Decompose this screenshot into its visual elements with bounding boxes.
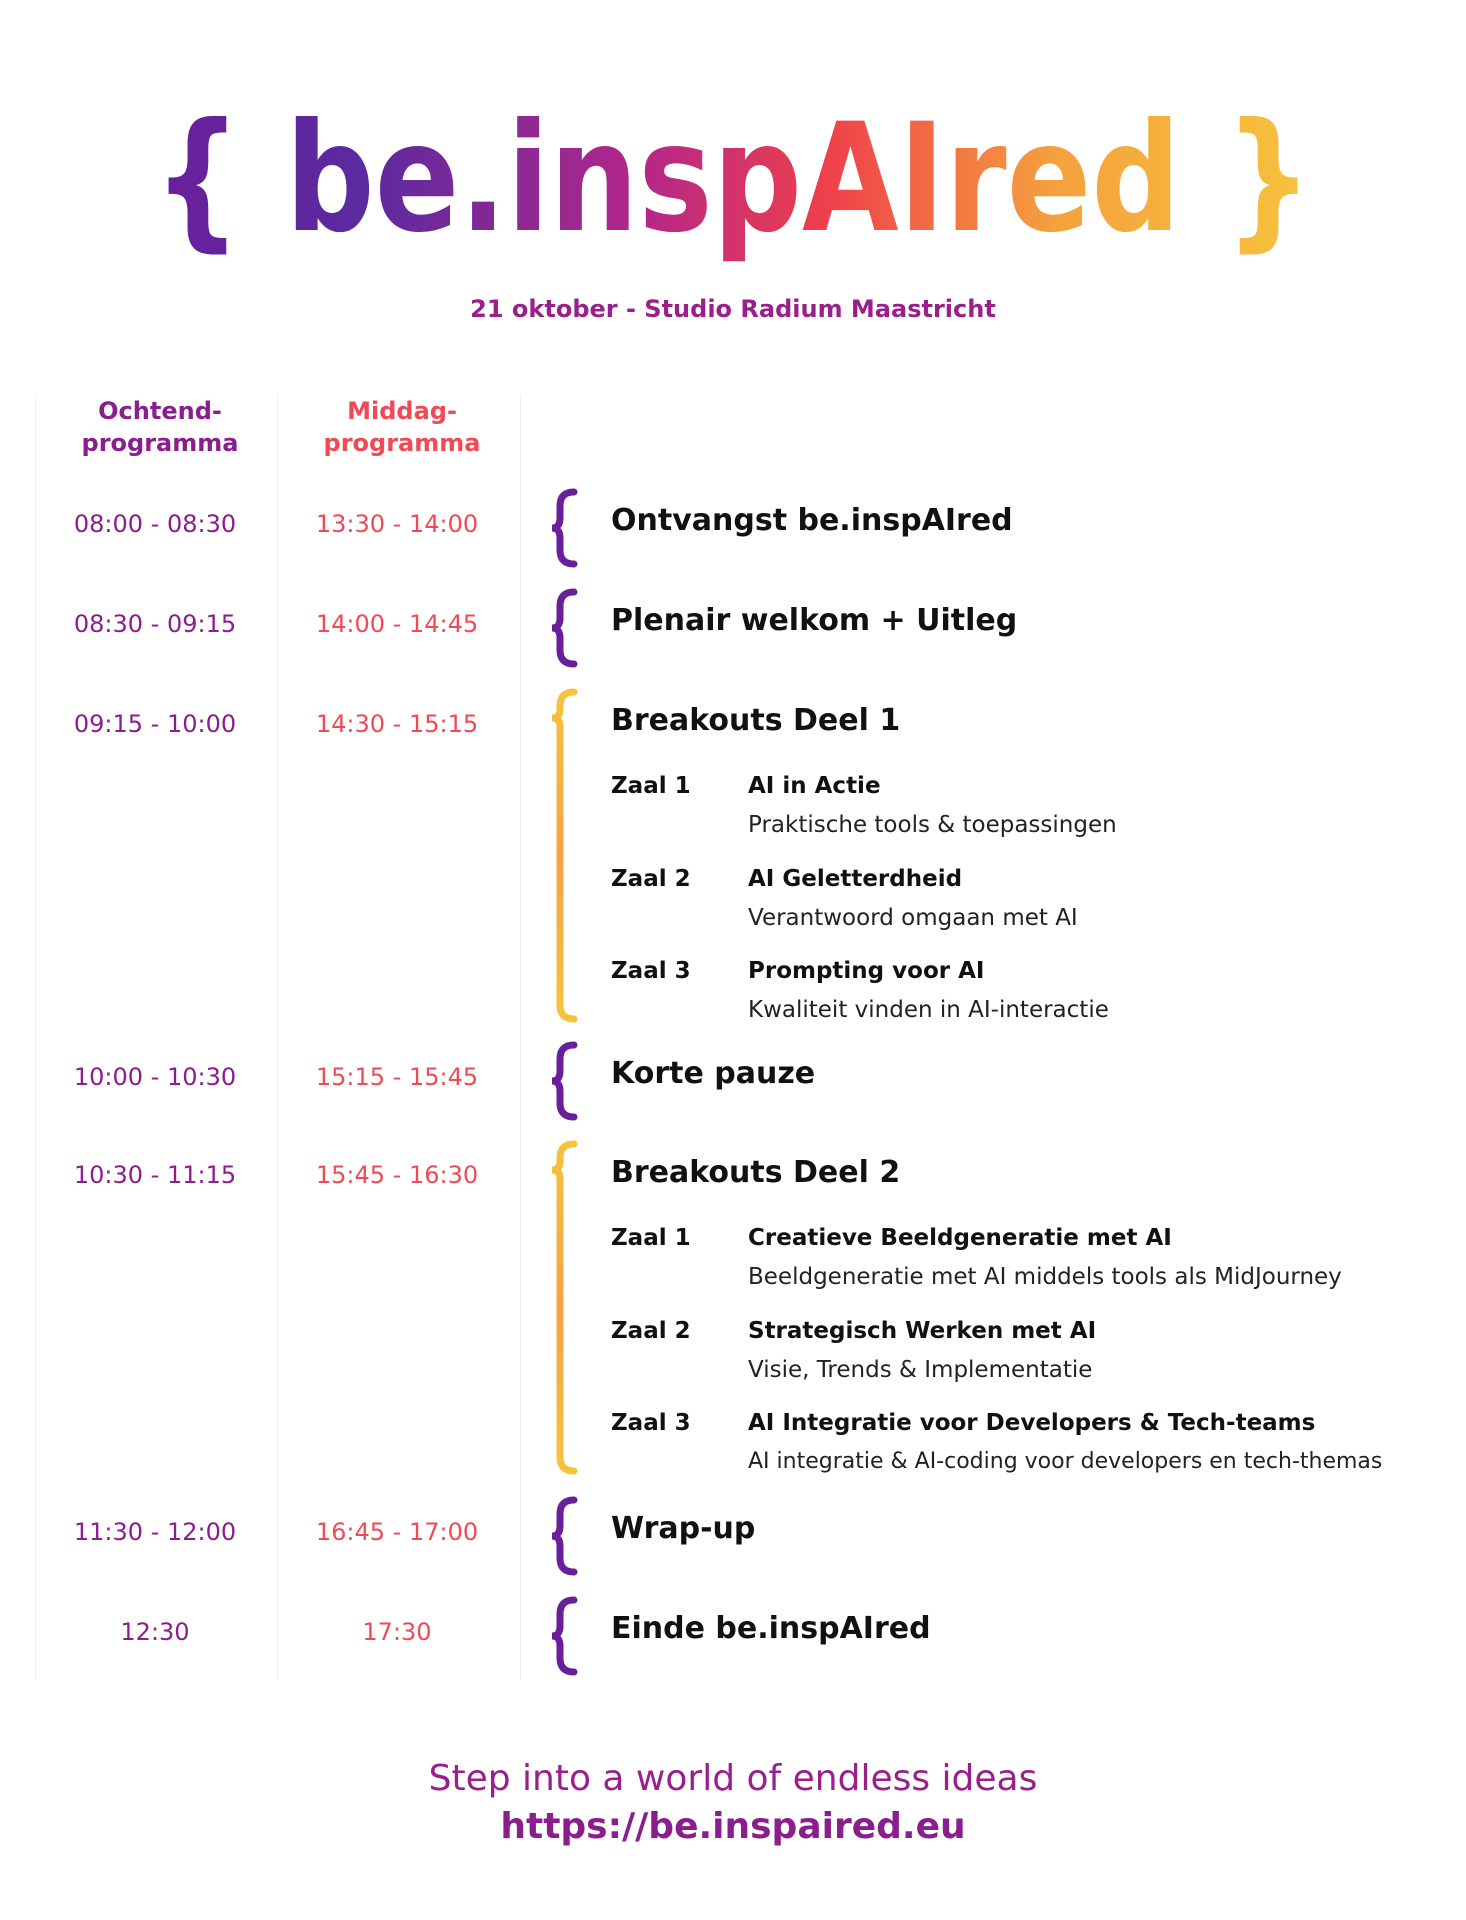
brace-yellow-icon [548, 688, 582, 1023]
program-item-title: Einde be.inspAIred [611, 1611, 931, 1646]
program-item-title: Ontvangst be.inspAIred [611, 503, 1013, 538]
session-title: Prompting voor AI [748, 958, 985, 984]
brace-purple-icon [548, 1496, 582, 1576]
morning-header: Ochtend- programma [81, 397, 239, 457]
session-title: Creatieve Beeldgeneratie met AI [748, 1225, 1172, 1251]
afternoon-time: 14:30 - 15:15 [315, 710, 479, 738]
program-item-title: Breakouts Deel 1 [611, 703, 901, 738]
session-description: Beeldgeneratie met AI middels tools als MidJourney [748, 1264, 1342, 1290]
morning-time: 11:30 - 12:00 [73, 1518, 237, 1546]
column-divider [520, 395, 521, 1680]
logo [0, 70, 1466, 280]
morning-time: 08:30 - 09:15 [73, 610, 237, 638]
room-label: Zaal 3 [611, 1410, 691, 1436]
morning-time: 12:30 [120, 1618, 190, 1646]
afternoon-time: 16:45 - 17:00 [315, 1518, 479, 1546]
session-title: AI in Actie [748, 773, 881, 799]
event-date-location: 21 oktober - Studio Radium Maastricht [470, 295, 996, 323]
afternoon-time: 15:15 - 15:45 [315, 1063, 479, 1091]
room-label: Zaal 1 [611, 1225, 691, 1251]
brace-purple-icon [548, 1596, 582, 1676]
brace-purple-icon [548, 488, 582, 568]
morning-time: 09:15 - 10:00 [73, 710, 237, 738]
afternoon-time: 14:00 - 14:45 [315, 610, 479, 638]
column-divider [277, 395, 278, 1680]
brace-purple-icon [548, 588, 582, 668]
session-title: Strategisch Werken met AI [748, 1318, 1097, 1344]
afternoon-time: 17:30 [362, 1618, 432, 1646]
room-label: Zaal 1 [611, 773, 691, 799]
session-description: Praktische tools & toepassingen [748, 812, 1117, 838]
session-description: Visie, Trends & Implementatie [748, 1357, 1093, 1383]
afternoon-time: 15:45 - 16:30 [315, 1161, 479, 1189]
room-label: Zaal 3 [611, 958, 691, 984]
room-label: Zaal 2 [611, 1318, 691, 1344]
program-item-title: Plenair welkom + Uitleg [611, 603, 1018, 638]
morning-time: 10:00 - 10:30 [73, 1063, 237, 1091]
program-item-title: Korte pauze [611, 1056, 816, 1091]
session-title: AI Integratie voor Developers & Tech-teams [748, 1410, 1316, 1436]
brace-yellow-icon [548, 1140, 582, 1475]
session-description: AI integratie & AI-coding voor developers en tech-themas [748, 1449, 1383, 1474]
morning-time: 08:00 - 08:30 [73, 510, 237, 538]
afternoon-header: Middag- programma [323, 397, 481, 457]
program-item-title: Wrap-up [611, 1511, 756, 1546]
session-title: AI Geletterdheid [748, 866, 963, 892]
column-divider [35, 395, 36, 1680]
logo-text: { be.inspAIred } [153, 92, 1313, 266]
footer-url-link[interactable]: https://be.inspaired.eu [500, 1806, 966, 1847]
room-label: Zaal 2 [611, 866, 691, 892]
program-item-title: Breakouts Deel 2 [611, 1155, 901, 1190]
session-description: Kwaliteit vinden in AI-interactie [748, 997, 1109, 1023]
footer-tagline: Step into a world of endless ideas [428, 1758, 1038, 1799]
session-description: Verantwoord omgaan met AI [748, 905, 1078, 931]
morning-time: 10:30 - 11:15 [73, 1161, 237, 1189]
brace-purple-icon [548, 1041, 582, 1121]
afternoon-time: 13:30 - 14:00 [315, 510, 479, 538]
